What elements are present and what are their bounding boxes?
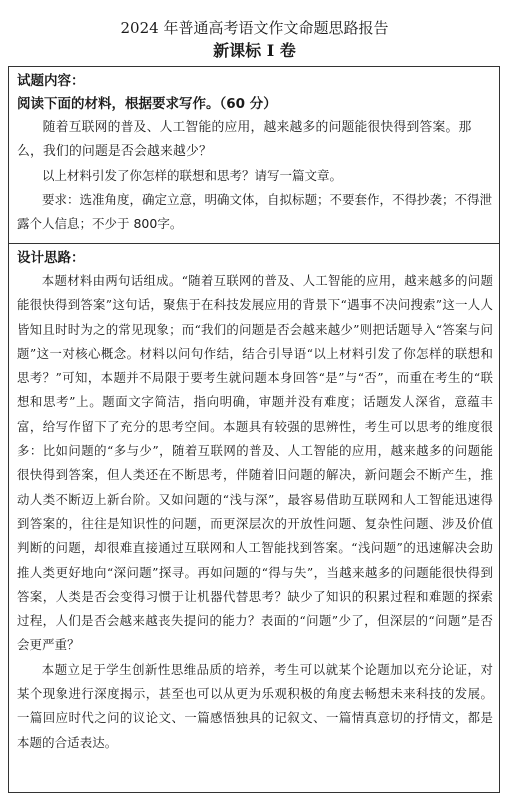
design-paragraph: 本题材料由两句话组成。“随着互联网的普及、人工智能的应用，越来越多的问题能很快得到答案”这句话，聚焦于在科技发展应用的背景下“遇事不决问搜索”这一人人皆知且时时为之的常见现象；而“我们的问题是否会越来越少”则把话题导入“答案与问题”这一对核心概念。材料以问句作结，结合引导语“以上材料引发了你怎样的联想和思考？”可知，本题并不局限于要考生就问题本身回答“是”与“否”，而重在考生的“联想和思考”上。题面文字简洁，指向明确，审题并没有难度；话题发人深省，意蕴丰富，给写作留下了充分的思考空间。本题具有较强的思辨性，考生可以思考的维度很多：比如问题的“多与少”，随着互联网的普及、人工智能的应用，越来越多的问题能很快得到答案，但人类还在不断思考，伴随着旧问题的解决，新问题会不断产生，推动人类不断迈上新台阶。又如问题的“浅与深”，最容易借助互联网和人工智能迅速得到答案的，往往是知识性的问题，而更深层次的开放性问题、复杂性问题、涉及价值判断的问题，却很难直接通过互联网和人工智能找到答案。“浅问题”的迅速解决会助推人类更好地向“深问题”探寻。再如问题的“得与失”，当越来越多的问题能很快得到答案，人类是否会变得习惯于让机器代替思考？缺少了知识的积累过程和难题的探索过程，人们是否会越来越丧失提问的能力？表面的“问题”少了，但深层的“问题”是否会更严重？: [17, 273, 493, 653]
prompt-task: 以上材料引发了你怎样的联想和思考？请写一篇文章。: [42, 168, 343, 183]
page-subtitle: 新课标 I 卷: [213, 41, 296, 60]
design-paragraph: 本题立足于学生创新性思维品质的培养，考生可以就某个论题加以充分论证，对某个现象进行深度揭示，甚至也可以从更为乐观积极的角度去畅想未来科技的发展。一篇回应时代之问的议论文、一篇感悟独具的记叙文、一篇情真意切的抒情文，都是本题的合适表达。: [17, 661, 493, 750]
prompt-instruction: 阅读下面的材料，根据要求写作。（60 分）: [17, 96, 277, 112]
prompt-section: [9, 67, 499, 244]
design-heading: 设计思路：: [17, 250, 85, 266]
page-title: 2024 年普通高考语文作文命题思路报告: [120, 19, 389, 37]
prompt-requirements: 要求：选准角度，确定立意，明确文体，自拟标题；不要套作，不得抄袭；不得泄露个人信息；不少于 800字。: [17, 192, 493, 231]
design-body: [17, 269, 493, 755]
design-section: [9, 244, 499, 792]
prompt-heading: 试题内容：: [17, 73, 85, 89]
content-box: [8, 66, 500, 793]
prompt-material: 随着互联网的普及、人工智能的应用，越来越多的问题能很快得到答案。那么，我们的问题是否会越来越少？: [17, 120, 472, 159]
